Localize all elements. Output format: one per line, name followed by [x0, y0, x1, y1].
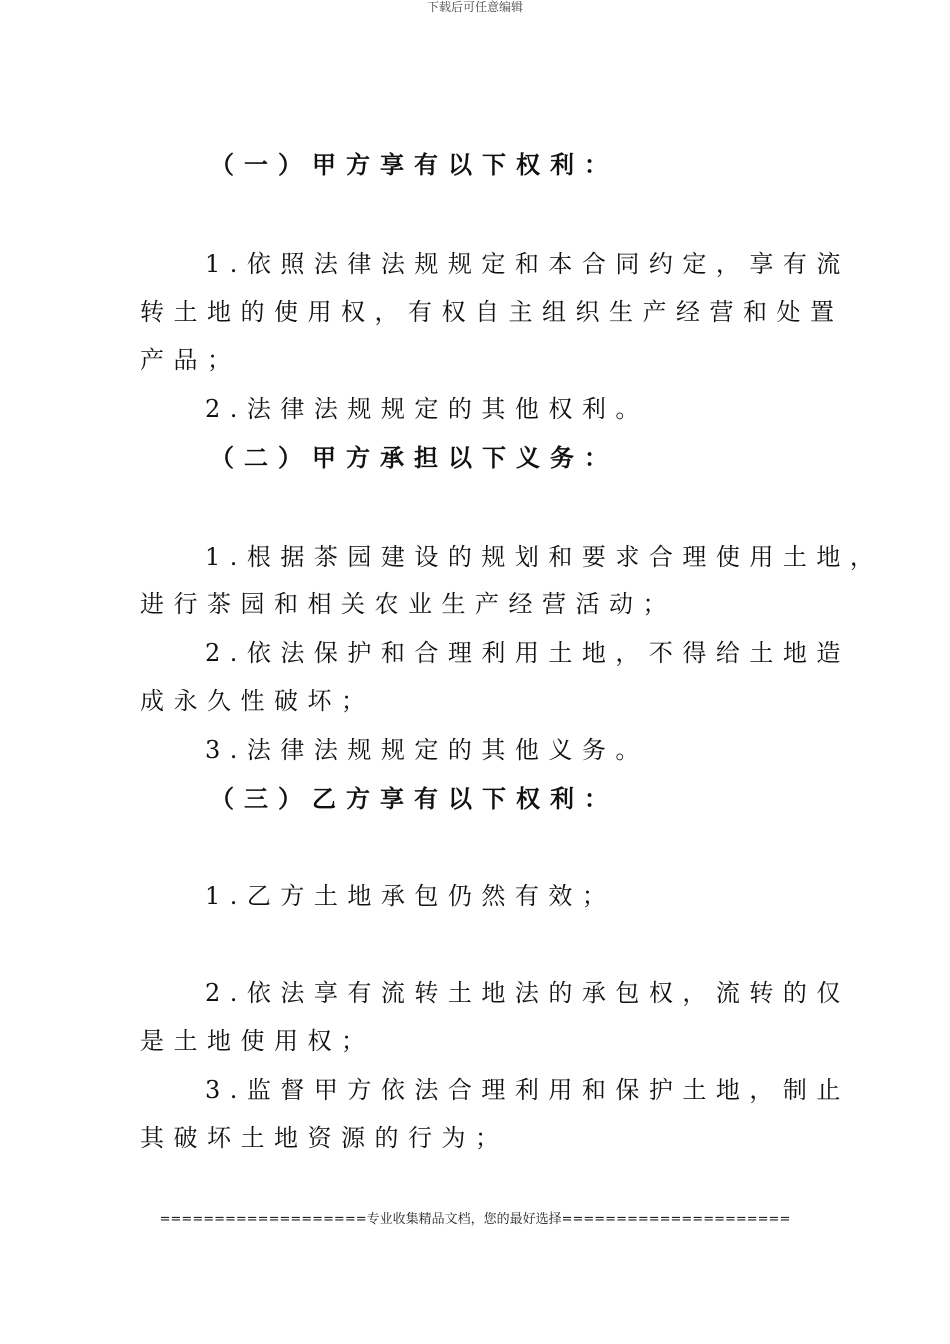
- section-heading-1: （一）甲方享有以下权利：: [210, 151, 618, 179]
- paragraph-line: 3.监督甲方依法合理利用和保护土地，制止: [205, 1076, 850, 1104]
- section-heading-2: （二）甲方承担以下义务：: [210, 444, 618, 472]
- paragraph-line: 1.依照法律法规规定和本合同约定，享有流: [205, 250, 850, 278]
- paragraph-line: 产品；: [140, 346, 241, 374]
- footer-note: ===================专业收集精品文档，您的最好选择=====================: [159, 1212, 791, 1227]
- header-note: 下载后可任意编辑: [426, 0, 523, 14]
- paragraph-line: 1.根据茶园建设的规划和要求合理使用土地，: [205, 543, 884, 571]
- paragraph-line: 其破坏土地资源的行为；: [140, 1124, 509, 1152]
- section-heading-3: （三）乙方享有以下权利：: [210, 785, 618, 813]
- paragraph-line: 是土地使用权；: [140, 1027, 375, 1055]
- paragraph-line: 2.依法享有流转土地法的承包权，流转的仅: [205, 979, 850, 1007]
- paragraph-line: 转土地的使用权，有权自主组织生产经营和处置: [140, 298, 844, 326]
- paragraph-line: 1.乙方土地承包仍然有效；: [205, 882, 616, 910]
- paragraph-line: 2.依法保护和合理利用土地，不得给土地造: [205, 639, 850, 667]
- paragraph-line: 3.法律法规规定的其他义务。: [205, 736, 649, 764]
- paragraph-line: 进行茶园和相关农业生产经营活动；: [140, 590, 676, 618]
- paragraph-line: 2.法律法规规定的其他权利。: [205, 395, 649, 423]
- paragraph-line: 成永久性破坏；: [140, 687, 375, 715]
